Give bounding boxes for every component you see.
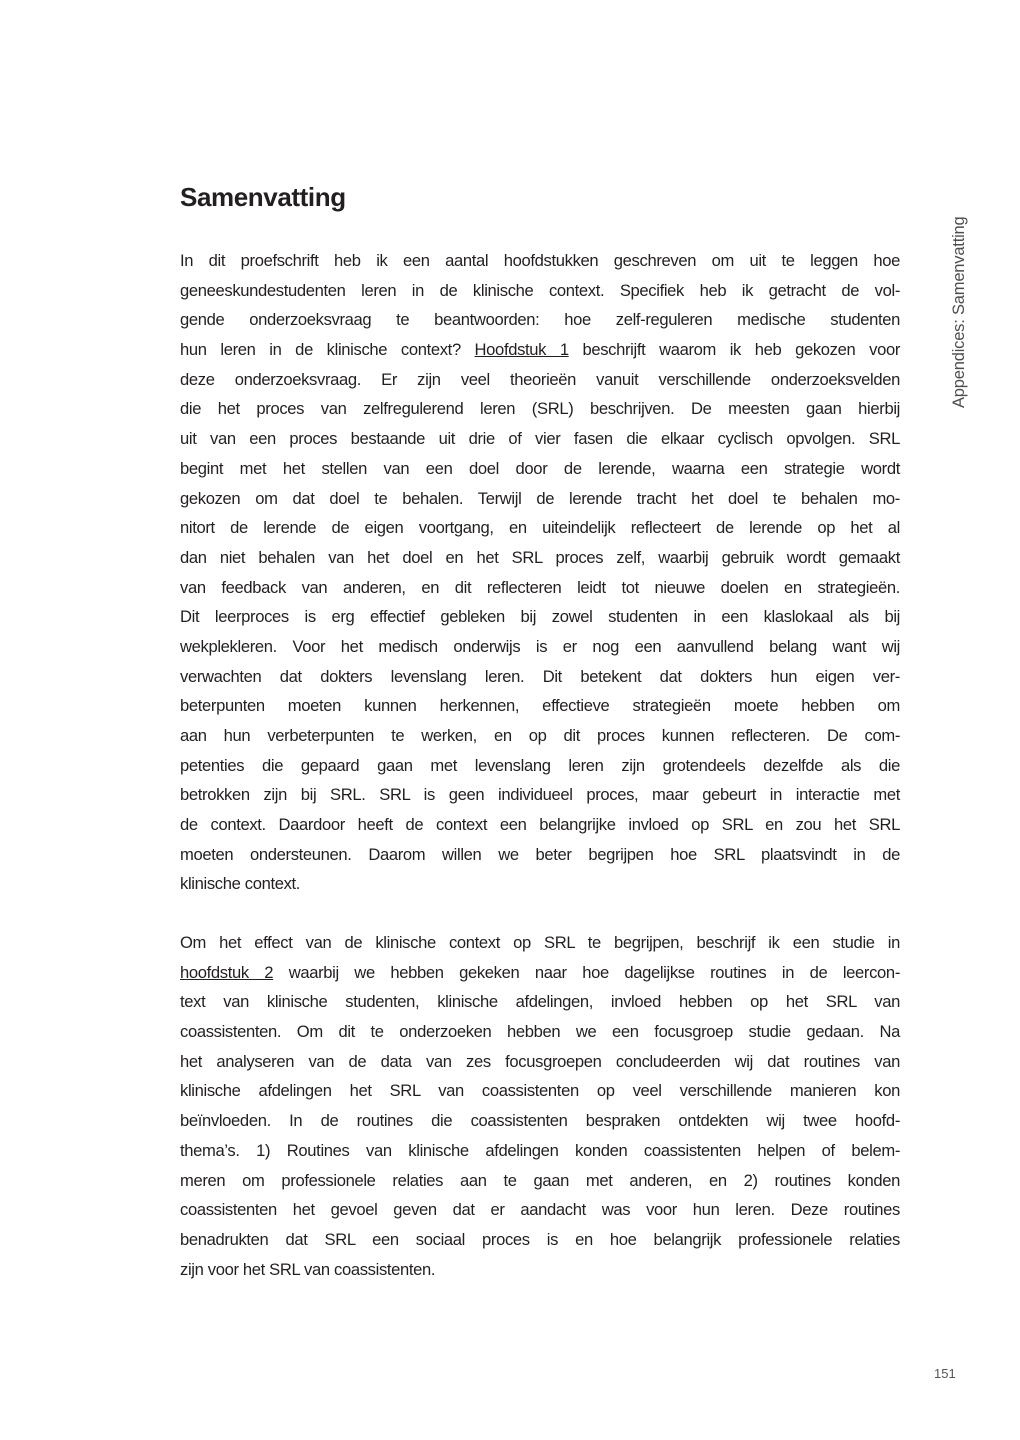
text-line: thema’s. 1) Routines van klinische afdelingen konden coassistenten helpen of belem-: [180, 1140, 900, 1160]
running-header: Appendices: Samenvatting: [950, 216, 968, 408]
text-line: petenties die gepaard gaan met levenslang leren zijn grotendeels dezelfde als die: [180, 755, 900, 775]
text-line: klinische context.: [180, 874, 301, 894]
text-segment: hun leren in de klinische context?: [180, 340, 475, 360]
text-line: de context. Daardoor heeft de context een belangrijke invloed op SRL en zou het SRL: [180, 815, 900, 835]
text-line: text van klinische studenten, klinische afdelingen, invloed hebben op het SRL van: [180, 992, 900, 1012]
text-line: aan hun verbeterpunten te werken, en op dit proces kunnen reflecteren. De com-: [180, 726, 900, 745]
chapter-link[interactable]: Hoofdstuk 1: [474, 340, 569, 360]
page-number: 151: [934, 1366, 956, 1381]
text-line: coassistenten. Om dit te onderzoeken hebben we een focusgroep studie gedaan. Na: [180, 1022, 900, 1042]
text-line: [180, 335, 900, 365]
text-line: moeten ondersteunen. Daarom willen we beter begrijpen hoe SRL plaatsvindt in de: [180, 844, 900, 864]
text-line: die het proces van zelfregulerend leren (SRL) beschrijven. De meesten gaan hierbij: [180, 399, 900, 419]
text-line: meren om professionele relaties aan te gaan met anderen, en 2) routines konden: [180, 1170, 900, 1190]
chapter-link[interactable]: hoofdstuk 2: [180, 962, 274, 982]
text-line: gekozen om dat doel te behalen. Terwijl de lerende tracht het doel te behalen mo-: [180, 488, 900, 508]
text-line: zijn voor het SRL van coassistenten.: [180, 1259, 436, 1279]
text-line: [180, 958, 900, 988]
text-line: deze onderzoeksvraag. Er zijn veel theorieën vanuit verschillende onderzoeksvelden: [180, 369, 900, 389]
paragraph-1: [180, 246, 900, 899]
text-line: coassistenten het gevoel geven dat er aandacht was voor hun leren. Deze routines: [180, 1200, 900, 1220]
text-line: In dit proefschrift heb ik een aantal hoofdstukken geschreven om uit te leggen hoe: [180, 251, 900, 270]
text-line: verwachten dat dokters levenslang leren. Dit betekent dat dokters hun eigen ver-: [180, 666, 900, 686]
text-segment: beschrijft waarom ik heb gekozen voor: [568, 340, 900, 360]
text-line: beïnvloeden. In de routines die coassistenten bespraken ontdekten wij twee hoofd-: [180, 1111, 900, 1131]
text-line: gende onderzoeksvraag te beantwoorden: hoe zelf-reguleren medische studenten: [180, 310, 900, 330]
text-line: Om het effect van de klinische context op SRL te begrijpen, beschrijf ik een studie in: [180, 933, 900, 952]
text-line: nitort de lerende de eigen voortgang, en uiteindelijk reflecteert de lerende op het al: [180, 518, 900, 538]
text-segment: waarbij we hebben gekeken naar hoe dagelijkse routines in de leercon-: [273, 962, 900, 982]
text-line: Dit leerproces is erg effectief gebleken bij zowel studenten in een klaslokaal als bij: [180, 607, 900, 627]
text-line: uit van een proces bestaande uit drie of vier fasen die elkaar cyclisch opvolgen. SRL: [180, 429, 900, 449]
text-line: begint met het stellen van een doel door de lerende, waarna een strategie wordt: [180, 458, 900, 478]
text-line: klinische afdelingen het SRL van coassistenten op veel verschillende manieren kon: [180, 1081, 900, 1101]
text-line: dan niet behalen van het doel en het SRL proces zelf, waarbij gebruik wordt gemaakt: [180, 547, 900, 567]
text-line: benadrukten dat SRL een sociaal proces is en hoe belangrijk professionele relaties: [180, 1229, 900, 1249]
page-title: Samenvatting: [180, 182, 346, 212]
text-line: betrokken zijn bij SRL. SRL is geen individueel proces, maar gebeurt in interactie met: [180, 785, 900, 805]
text-line: geneeskundestudenten leren in de klinische context. Specifiek heb ik getracht de vol-: [180, 280, 900, 300]
text-line: van feedback van anderen, en dit reflecteren leidt tot nieuwe doelen en strategieën.: [180, 577, 900, 597]
paragraph-2: [180, 928, 900, 1284]
text-line: het analyseren van de data van zes focusgroepen concludeerden wij dat routines van: [180, 1051, 900, 1071]
text-line: beterpunten moeten kunnen herkennen, effectieve strategieën moete hebben om: [180, 696, 900, 716]
text-line: wekplekleren. Voor het medisch onderwijs is er nog een aanvullend belang want wij: [180, 636, 900, 656]
